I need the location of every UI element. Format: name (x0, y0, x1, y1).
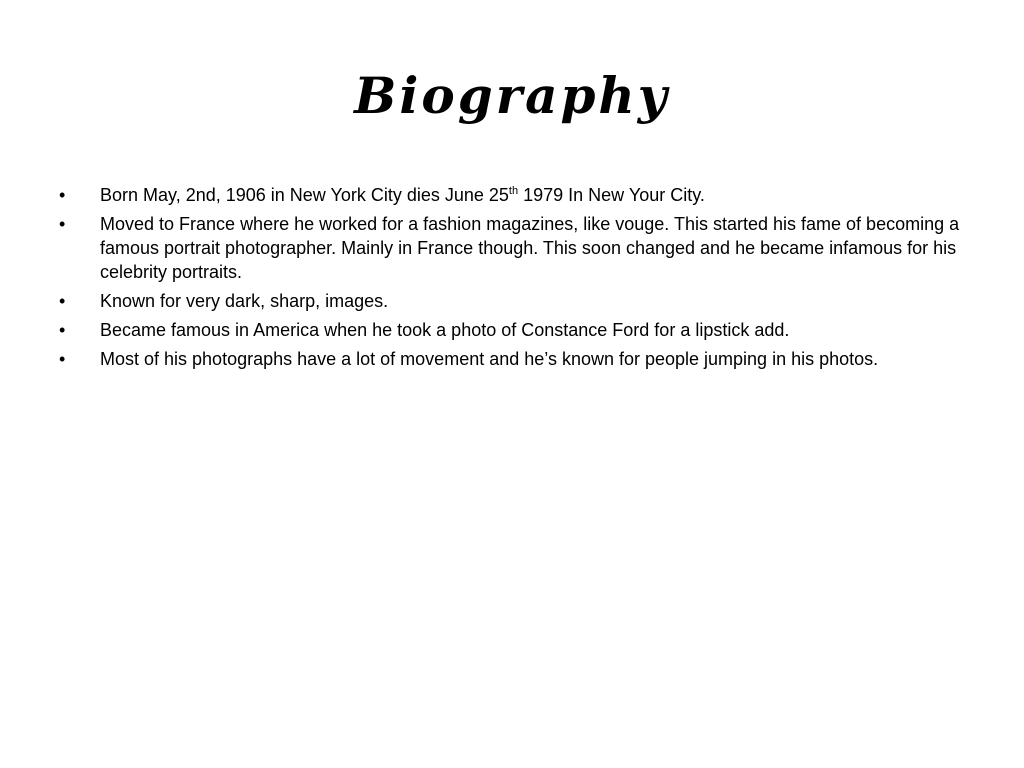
slide-title: Biography (354, 66, 670, 125)
bullet-marker: • (59, 320, 66, 340)
bullet-text: Moved to France where he worked for a fashion magazines, like vouge. This started his fame of becoming a famous portrait photographer. Mainly in France though. This soon changed and he became infamous for his celebrity portraits. (100, 214, 960, 282)
bullet-marker: • (59, 185, 66, 205)
bullet-text: Became famous in America when he took a photo of Constance Ford for a lipstick add. (100, 320, 790, 340)
bullet-list (56, 183, 976, 376)
bullet-text: Known for very dark, sharp, images. (100, 291, 389, 311)
bullet-item-style (56, 289, 976, 313)
bullet-text-part: 1979 In New Your City. (518, 185, 705, 205)
bullet-item-movement (56, 347, 976, 371)
bullet-item-france (56, 212, 976, 284)
bullet-text: Most of his photographs have a lot of movement and he’s known for people jumping in his photos. (100, 349, 879, 369)
bullet-marker: • (59, 349, 66, 369)
bullet-item-america (56, 318, 976, 342)
bullet-marker: • (59, 214, 66, 234)
bullet-text-part: Born May, 2nd, 1906 in New York City dies June 25 (100, 185, 509, 205)
bullet-marker: • (59, 291, 66, 311)
ordinal-superscript: th (508, 185, 519, 197)
bullet-text (100, 185, 705, 205)
bullet-item-birth (56, 183, 976, 207)
